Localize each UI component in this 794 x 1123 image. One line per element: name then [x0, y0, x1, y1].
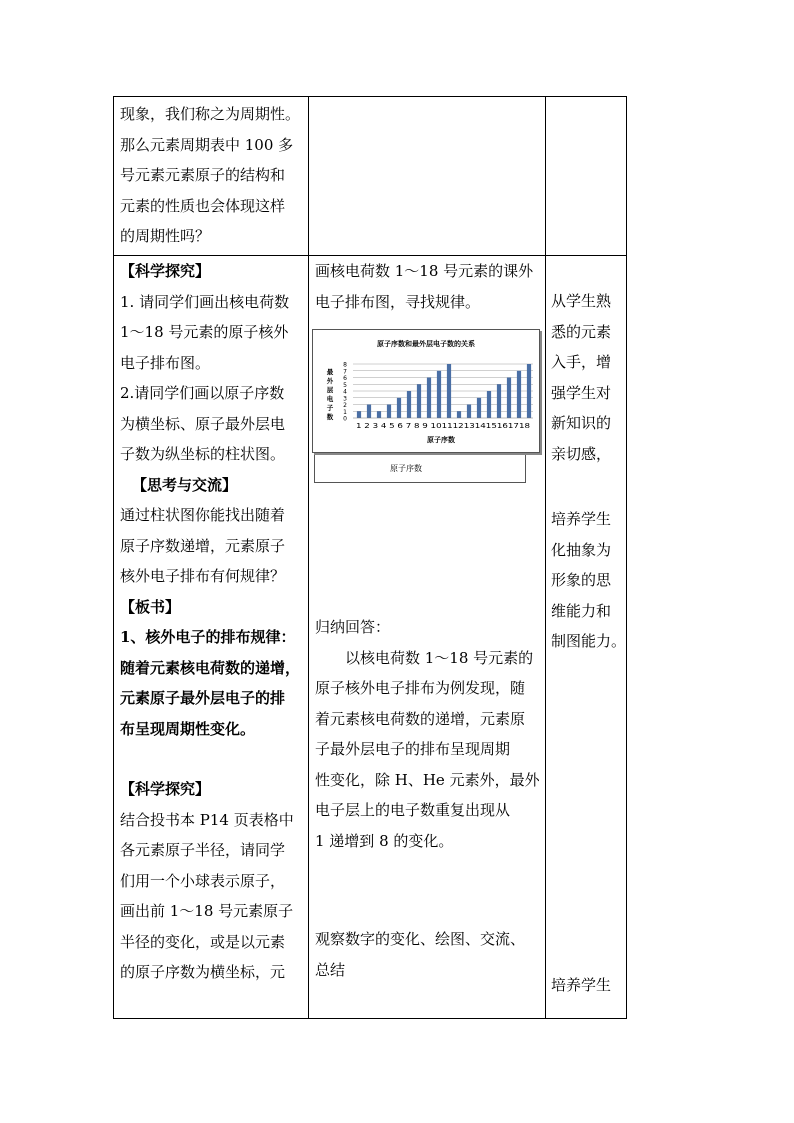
bar-18 [527, 364, 531, 418]
bar-6 [407, 391, 411, 418]
blank-line [120, 744, 306, 774]
bar-1 [357, 411, 361, 418]
text-line: 那么元素周期表中 100 多 [120, 135, 294, 154]
text-line: 电子排布图，寻找规律。 [315, 292, 481, 311]
bar-16 [507, 378, 511, 419]
y-tick-label: 8 [343, 361, 347, 369]
answer-heading: 归纳回答： [315, 618, 391, 636]
bar-5 [397, 398, 401, 418]
y-axis-label-char: 电 [326, 395, 334, 403]
column-divider-2 [545, 96, 546, 1019]
text-line: 原子序数递增，元素原子 [120, 536, 286, 555]
bar-11 [457, 411, 461, 418]
chart-under-label: 原子序数 [390, 464, 422, 473]
text-line: 随着元素核电荷数的递增， [120, 658, 301, 677]
text-line: 化抽象为 [551, 540, 612, 559]
text-line: 元素的性质也会体现这样 [120, 196, 286, 215]
text-line: 子数为纵坐标的柱状图。 [120, 445, 286, 463]
text-line: 的周期性吗？ [120, 227, 211, 245]
text-line: 为横坐标、原子最外层电 [120, 414, 286, 433]
y-axis-label [327, 367, 334, 421]
chart-shadow-frame [314, 455, 526, 483]
text-line: 培养学生 [551, 510, 612, 528]
text-line: 着元素核电荷数的递增，元素原 [315, 709, 526, 728]
text-line: 形象的思 [551, 571, 612, 589]
gridlines [353, 364, 533, 411]
text-line: 电子排布图。 [120, 353, 211, 372]
col2-answer-text [315, 612, 543, 856]
text-line: 们用一个小球表示原子， [120, 871, 286, 890]
bar-14 [487, 391, 491, 418]
text-line: 画出前 1～18 号元素原子 [120, 902, 294, 920]
y-axis-label-char: 子 [326, 404, 334, 412]
text-line: 性变化，除 H、He 元素外，最外 [315, 770, 540, 789]
text-line: 布呈现周期性变化。 [120, 719, 256, 738]
bar-4 [387, 405, 391, 419]
text-line: 现象，我们称之为周期性。 [120, 105, 301, 123]
text-line: 的原子序数为横坐标，元 [120, 963, 286, 981]
bar-8 [427, 378, 431, 419]
section-heading-think-discuss: 【思考与交流】 [132, 475, 238, 494]
bar-2 [367, 405, 371, 419]
section-heading-science-inquiry: 【科学探究】 [120, 262, 211, 280]
text-line: 以核电荷数 1～18 号元素的 [345, 648, 534, 667]
bar-17 [517, 371, 521, 418]
text-line: 原子核外电子排布为例发现，随 [315, 679, 526, 697]
text-line: 从学生熟 [551, 292, 612, 310]
text-line: 通过柱状图你能找出随着 [120, 506, 286, 524]
col3-block3 [551, 970, 625, 1001]
col1-row2-text [120, 256, 306, 1016]
text-line: 观察数字的变化、绘图、交流、 [315, 930, 526, 948]
text-line: 核外电子排布有何规律？ [120, 567, 286, 585]
text-line: 1～18 号元素的原子核外 [120, 323, 289, 341]
y-axis-label-char: 层 [326, 386, 334, 394]
text-line: 新知识的 [551, 414, 612, 432]
bar-chart-frame [312, 329, 540, 453]
col2-observe-text [315, 924, 543, 985]
y-tick-label: 7 [343, 368, 347, 376]
y-tick-label: 6 [343, 375, 347, 382]
bar-10 [447, 364, 451, 418]
section-heading-board: 【板书】 [120, 597, 181, 616]
text-line: 悉的元素 [551, 322, 612, 341]
bar-15 [497, 384, 501, 418]
y-axis-label-char: 外 [326, 377, 334, 385]
col1-row1-text [120, 99, 306, 252]
text-line: 1. 请同学们画出核电荷数 [120, 292, 290, 311]
text-line: 半径的变化，或是以元素 [120, 932, 286, 951]
col2-top-text [315, 256, 543, 317]
text-line: 强学生对 [551, 383, 612, 402]
text-line: 各元素原子半径，请同学 [120, 841, 286, 859]
text-line: 维能力和 [551, 601, 612, 620]
text-line: 亲切感， [551, 444, 612, 463]
bar-7 [417, 384, 421, 418]
x-axis-label: 原子序数 [427, 436, 455, 444]
y-tick-label: 4 [343, 388, 347, 396]
text-line: 子最外层电子的排布呈现周期 [315, 740, 511, 758]
bar-13 [477, 398, 481, 418]
y-axis-label-char: 最 [326, 368, 334, 376]
text-line: 2.请同学们画以原子序数 [120, 384, 285, 402]
text-line: 1、核外电子的排布规律： [120, 628, 296, 646]
text-line: 结合投书本 P14 页表格中 [120, 810, 294, 829]
text-line: 制图能力。 [551, 632, 627, 650]
y-axis-label-char: 数 [326, 413, 334, 421]
section-heading-science-inquiry-2: 【科学探究】 [120, 780, 211, 798]
y-tick-label: 5 [343, 381, 347, 389]
y-tick-label: 3 [343, 395, 347, 403]
column-divider-1 [308, 96, 309, 1019]
text-line: 号元素元素原子的结构和 [120, 166, 286, 184]
text-line: 电子层上的电子数重复出现从 [315, 801, 511, 819]
bar-3 [377, 411, 381, 418]
text-line: 总结 [315, 960, 346, 979]
bar-9 [437, 371, 441, 418]
col3-block2 [551, 504, 627, 657]
y-tick-label: 0 [343, 415, 347, 423]
text-line: 画核电荷数 1～18 号元素的课外 [315, 262, 534, 280]
text-line: 元素原子最外层电子的排 [120, 689, 286, 707]
y-tick-label: 1 [343, 408, 347, 416]
col3-block1 [551, 286, 625, 469]
bar-chart [313, 330, 539, 452]
bar-12 [467, 405, 471, 419]
y-tick-labels [343, 362, 347, 423]
y-tick-label: 2 [343, 402, 347, 409]
text-line: 1 递增到 8 的变化。 [315, 831, 454, 850]
x-tick-labels: 1 2 3 4 5 6 7 8 9 101112131415161718 [356, 421, 531, 430]
text-line: 培养学生 [551, 976, 612, 994]
chart-title: 原子序数和最外层电子数的关系 [377, 340, 475, 348]
text-line: 入手，增 [551, 353, 612, 371]
